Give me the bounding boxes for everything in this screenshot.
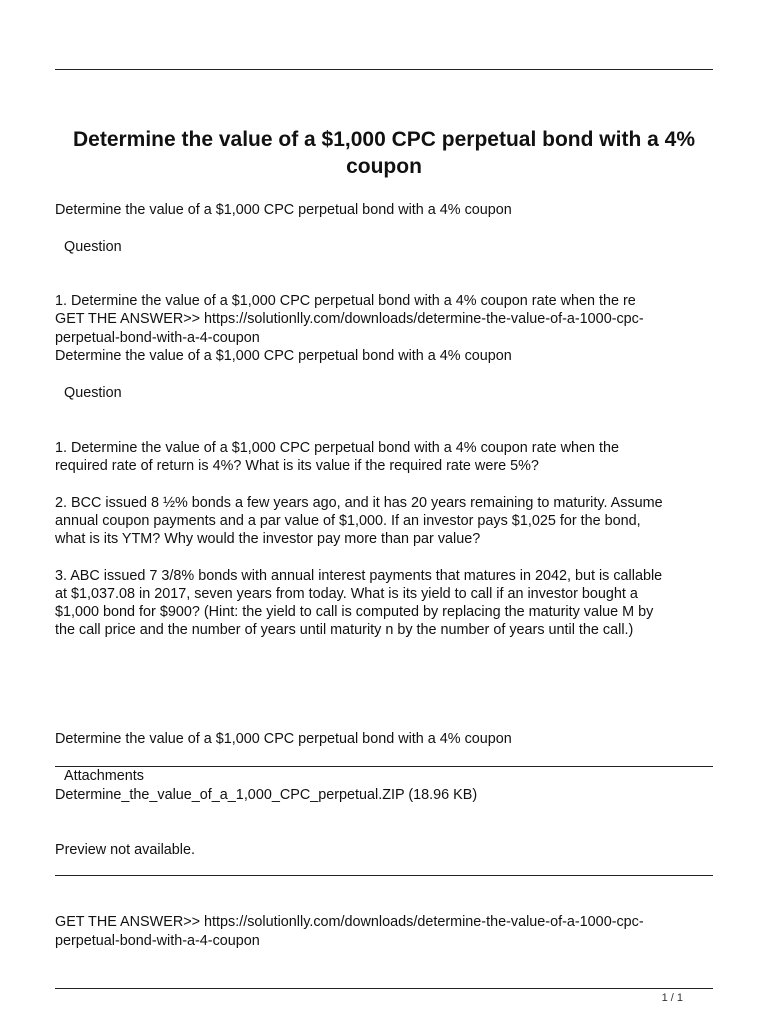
answer-link-line1[interactable]: GET THE ANSWER>> https://solutionlly.com/downloads/determine-the-value-of-a-1000-cpc-: [55, 311, 644, 327]
question-3-line4: the call price and the number of years until maturity n by the number of years until the call.): [55, 622, 634, 638]
question-label-repeat: Question: [64, 385, 122, 401]
page-number: 1 / 1: [661, 992, 683, 1004]
question-1-line2: required rate of return is 4%? What is its value if the required rate were 5%?: [55, 458, 539, 474]
question-3-line2: at $1,037.08 in 2017, seven years from today. What is its yield to call if an investor bought a: [55, 586, 638, 602]
question-2-line2: annual coupon payments and a par value of $1,000. If an investor pays $1,025 for the bond,: [55, 513, 641, 529]
question-3-line3: $1,000 bond for $900? (Hint: the yield to call is computed by replacing the maturity value M by: [55, 604, 654, 620]
question-1-line1: 1. Determine the value of a $1,000 CPC perpetual bond with a 4% coupon rate when the: [55, 440, 619, 456]
truncated-question: 1. Determine the value of a $1,000 CPC perpetual bond with a 4% coupon rate when the re: [55, 293, 636, 309]
document-title: Determine the value of a $1,000 CPC perpetual bond with a 4% coupon: [72, 128, 695, 178]
preview-divider: [55, 875, 713, 876]
attachment-file-link[interactable]: Determine_the_value_of_a_1,000_CPC_perpetual.ZIP (18.96 KB): [55, 787, 478, 803]
intro-line-repeat: Determine the value of a $1,000 CPC perpetual bond with a 4% coupon: [55, 348, 512, 364]
question-label: Question: [64, 239, 122, 255]
header-divider: [55, 69, 713, 70]
question-3-line1: 3. ABC issued 7 3/8% bonds with annual interest payments that matures in 2042, but is callable: [55, 568, 663, 584]
footer-divider: [55, 988, 713, 989]
answer-link-bottom-line1[interactable]: GET THE ANSWER>> https://solutionlly.com/downloads/determine-the-value-of-a-1000-cpc-: [55, 914, 644, 930]
question-2-line1: 2. BCC issued 8 ½% bonds a few years ago, and it has 20 years remaining to maturity. Assume: [55, 495, 663, 511]
question-2-line3: what is its YTM? Why would the investor pay more than par value?: [55, 531, 481, 547]
summary-line: Determine the value of a $1,000 CPC perpetual bond with a 4% coupon: [55, 731, 512, 747]
attachments-label: Attachments: [64, 768, 144, 784]
answer-link-bottom-line2[interactable]: perpetual-bond-with-a-4-coupon: [55, 933, 260, 949]
preview-status: Preview not available.: [55, 842, 195, 858]
intro-line: Determine the value of a $1,000 CPC perpetual bond with a 4% coupon: [55, 202, 512, 218]
answer-link-line2[interactable]: perpetual-bond-with-a-4-coupon: [55, 330, 260, 346]
